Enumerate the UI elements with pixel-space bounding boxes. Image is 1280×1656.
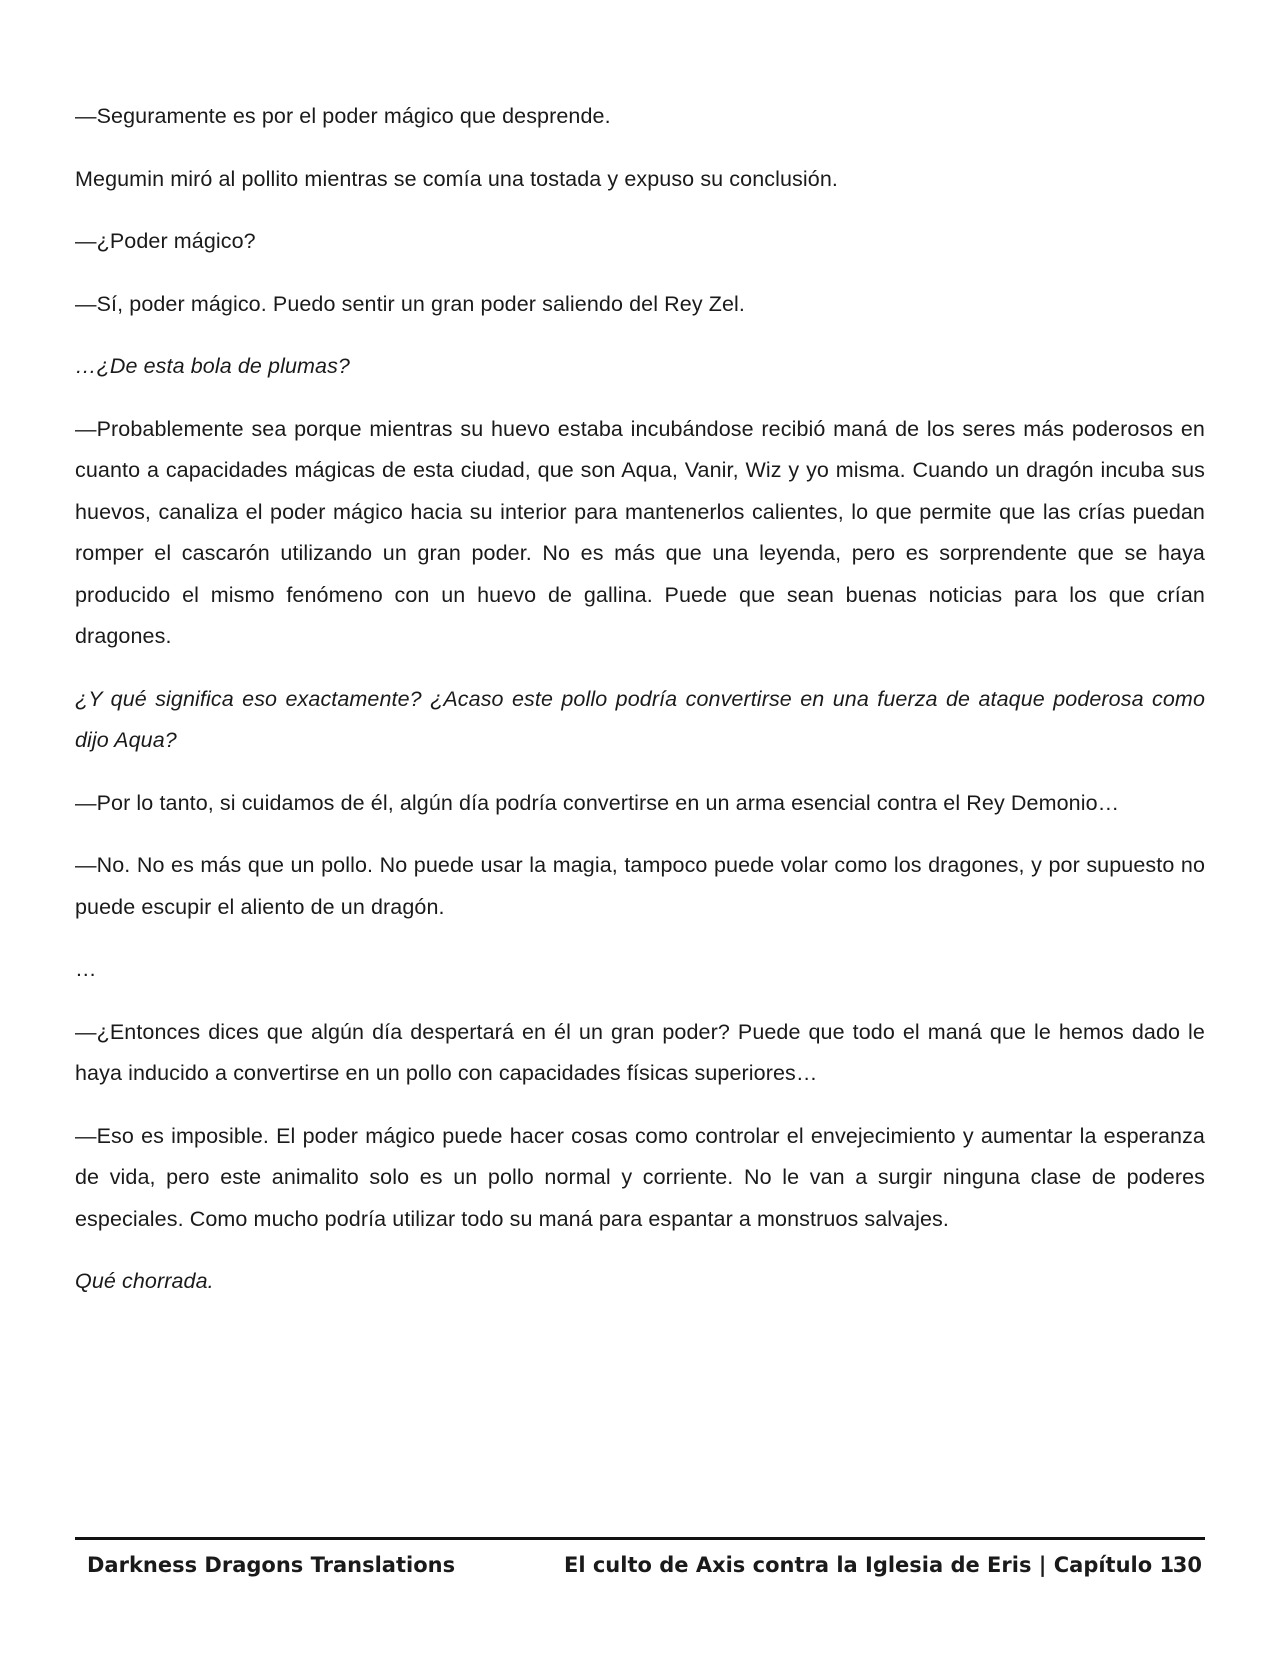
- paragraph-12: —Eso es imposible. El poder mágico puede hacer cosas como controlar el envejecimiento y aumentar la esperanza de vida, pero este animalito solo es un pollo normal y corriente. No le van a surgir ninguna clase de poderes especiales. Como mucho podría utilizar todo su maná para espantar a monstruos salvajes.: [75, 1123, 1205, 1231]
- paragraph-2: Megumin miró al pollito mientras se comía una tostada y expuso su conclusión.: [75, 166, 838, 191]
- paragraph-6: —Probablemente sea porque mientras su huevo estaba incubándose recibió maná de los seres más poderosos en cuanto a capacidades mágicas de esta ciudad, que son Aqua, Vanir, Wiz y yo misma. Cuando un dragón incuba sus huevos, canaliza el poder mágico hacia su interior para mantenerlos calientes, lo que permite que las crías puedan romper el cascarón utilizando un gran poder. No es más que una leyenda, pero es sorprendente que se haya producido el mismo fenómeno con un huevo de gallina. Puede que sean buenas noticias para los que crían dragones.: [75, 416, 1205, 648]
- page-body: [75, 96, 1205, 1324]
- paragraph-1: —Seguramente es por el poder mágico que desprende.: [75, 104, 611, 128]
- footer-chapter-title: El culto de Axis contra la Iglesia de Eris | Capítulo 1: [564, 1553, 1175, 1577]
- paragraph-8: —Por lo tanto, si cuidamos de él, algún día podría convertirse en un arma esencial contra el Rey Demonio…: [75, 790, 1120, 815]
- page-footer: [75, 1537, 1205, 1590]
- paragraph-3: —¿Poder mágico?: [75, 229, 256, 253]
- paragraph-9: —No. No es más que un pollo. No puede usar la magia, tampoco puede volar como los dragones, y por supuesto no puede escupir el aliento de un dragón.: [75, 853, 1205, 919]
- paragraph-11: —¿Entonces dices que algún día despertará en él un gran poder? Puede que todo el maná que le hemos dado le haya inducido a convertirse en un pollo con capacidades físicas superiores…: [75, 1019, 1205, 1085]
- footer-translator-name: Darkness Dragons Translations: [87, 1553, 456, 1577]
- footer-page-number: 30: [1172, 1553, 1202, 1577]
- paragraph-5: …¿De esta bola de plumas?: [75, 354, 350, 378]
- paragraph-10: …: [75, 957, 97, 981]
- paragraph-13: Qué chorrada.: [75, 1269, 214, 1293]
- paragraph-7: ¿Y qué significa eso exactamente? ¿Acaso este pollo podría convertirse en una fuerza de ataque poderosa como dijo Aqua?: [75, 686, 1205, 752]
- paragraph-4: —Sí, poder mágico. Puedo sentir un gran poder saliendo del Rey Zel.: [75, 291, 745, 316]
